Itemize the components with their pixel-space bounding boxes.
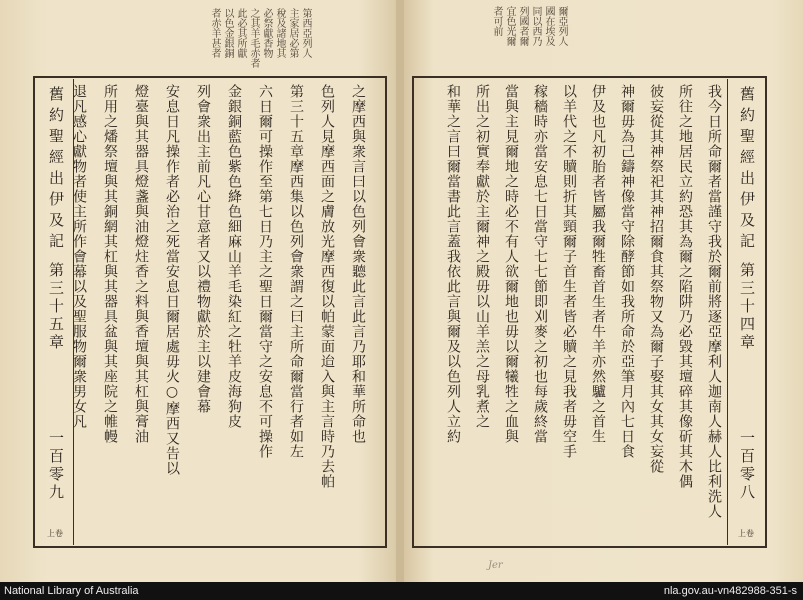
text-column: 安息日凡操作者必治之死當安息日爾居處毋火○摩西又告以 <box>164 84 180 476</box>
text-column: 所用之燔祭壇與其銅網其杠與其器具盆與其座院之帷幔 <box>102 84 118 444</box>
top-note: 爾亞列人 <box>556 6 567 46</box>
text-column: 以羊代之不贖則折其頸爾子首生者皆必贖之見我者毋空手 <box>561 84 577 459</box>
top-note: 者赤羊甚者 <box>209 8 220 58</box>
left-header-title: 舊約聖經 <box>47 86 65 170</box>
footer-bar <box>0 582 803 600</box>
text-column: 所往之地居民立約恐其為爾之陷阱乃必毀其壇碎其像斫其木偶 <box>677 84 693 489</box>
text-column: 和華之言曰爾當書此言蓋我依此言與爾及以色列人立約 <box>445 84 461 444</box>
top-note: 稅及諸地其 <box>274 8 285 58</box>
footer-identifier: nla.gov.au-vn482988-351-s <box>663 585 797 597</box>
right-header-title: 舊約聖經 <box>738 86 756 170</box>
top-note: 同以西乃 <box>530 6 541 46</box>
text-column: 彼妄從其神祭祀其神招爾食其祭物又為爾子娶其女其女妄從 <box>648 84 664 474</box>
right-corner-mark: 上卷 <box>738 529 754 538</box>
text-column: 六日爾可操作至第七日乃主之聖日爾當守之安息不可操作 <box>257 84 273 459</box>
top-note: 此必其所獻 <box>235 8 246 58</box>
top-note: 之其羊毛赤者 <box>248 8 259 68</box>
text-column: 我今日所命爾者當謹守我於爾前將逐亞摩利人迦南人赫人比利洗人 <box>706 84 722 519</box>
text-column: 金銀銅藍色紫色絳色細麻山羊毛染紅之牡羊皮海狗皮 <box>226 84 242 429</box>
left-corner-mark: 上卷 <box>47 529 63 538</box>
left-header-chapter: 第三十五章 <box>47 262 65 352</box>
right-header-chapter: 第三十四章 <box>738 262 756 352</box>
pencil-annotation: Jer <box>488 560 503 571</box>
top-note: 以色金銀銅 <box>222 8 233 58</box>
top-note: 必祭獻香物 <box>261 8 272 58</box>
top-note: 主家居必第 <box>287 8 298 58</box>
text-column: 列會衆出主前凡心甘意者又以禮物獻於主以建會幕 <box>195 84 211 414</box>
left-header-book: 出伊及記 <box>47 170 65 254</box>
right-page-number: 一百零八 <box>738 430 756 502</box>
text-column: 之摩西與衆言曰以色列會衆聽此言此言乃耶和華所命也 <box>350 84 366 444</box>
gutter <box>396 0 404 582</box>
text-column: 色列人見摩西面之膚放光摩西復以帕蒙面迨入與主言時乃去帕 <box>319 84 335 489</box>
top-note: 者可前 <box>491 6 502 36</box>
text-column: 第三十五章摩西集以色列會衆謂之曰主所命爾當行者如左 <box>288 84 304 459</box>
text-column: 退凡感心獻物者使主所作會幕以及聖服物爾衆男女凡 <box>71 84 87 429</box>
footer-library-name: National Library of Australia <box>4 585 139 597</box>
left-page-number: 一百零九 <box>47 430 65 502</box>
text-column: 所出之初實奉獻於主爾神之殿毋以山羊羔之母乳煮之 <box>474 84 490 429</box>
text-column: 神爾毋為己鑄神像當守除酵節如我所命於亞筆月內七日食 <box>619 84 635 459</box>
text-column: 當與主見爾地之時必不有人欲爾地也毋以爾犧牲之血與 <box>503 84 519 444</box>
top-note: 宜色光爾 <box>504 6 515 46</box>
top-note: 國在埃及 <box>543 6 554 46</box>
top-note: 第西亞列人 <box>300 8 311 58</box>
text-column: 伊及也凡初胎者皆屬我爾牲畜首生者牛羊亦然驢之首生 <box>590 84 606 444</box>
top-note: 列國者爾 <box>517 6 528 46</box>
text-column: 稼穡時亦當安息七日當守七七節即刈麥之初也每歲終當 <box>532 84 548 444</box>
right-header-book: 出伊及記 <box>738 170 756 254</box>
text-column: 燈臺與其器具燈盞與油燈炷香之料與香壇與其杠與膏油 <box>133 84 149 444</box>
